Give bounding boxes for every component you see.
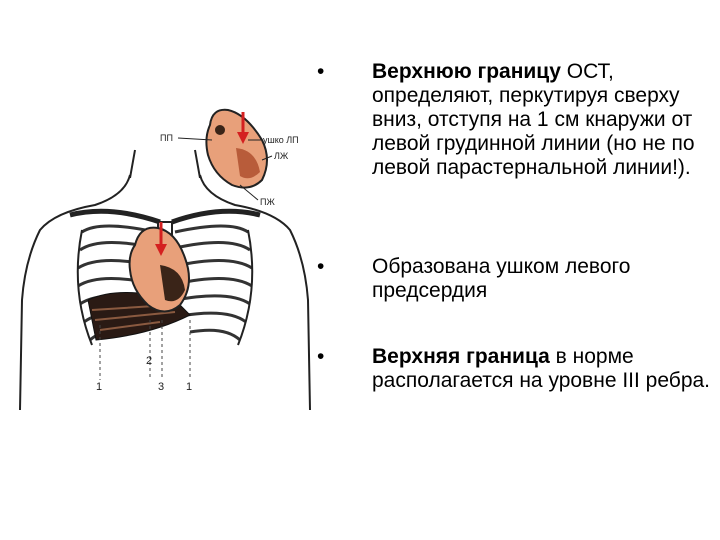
bullet-dot: • (317, 60, 325, 83)
bullet-1-bold: Верхнюю границу (372, 60, 561, 83)
inset-heart-detail (215, 125, 225, 135)
bullet-3-bold: Верхняя граница (372, 345, 550, 368)
line-label-3: 3 (158, 381, 165, 393)
chest-heart-illustration (0, 0, 340, 420)
bullet-item-normal-level (300, 345, 710, 393)
bullet-2-text: Образована ушком левого предсердия (372, 255, 631, 302)
label-ushko-lp: ушко ЛП (263, 135, 299, 145)
label-pzh: ПЖ (260, 197, 275, 207)
bullet-dot: • (317, 255, 325, 278)
left-clavicle (70, 211, 160, 222)
line-label-1-right: 1 (186, 381, 193, 393)
bullet-item-upper-border-method (300, 60, 710, 180)
bullet-3-text: в норме располагается на уровне III ребра. (372, 345, 711, 392)
bullet-1-text: ОСТ, определяют, перкутируя сверху вниз, отступя на 1 см кнаружи от левой грудинной линии (но не по левой парастернальной линии!). (372, 60, 695, 179)
line-label-2: 2 (146, 355, 153, 367)
right-clavicle (172, 211, 260, 222)
bullet-dot: • (317, 345, 325, 368)
label-pp: ПП (160, 133, 173, 143)
neck-outline (130, 150, 200, 178)
bullet-item-formed-by (300, 255, 710, 303)
label-lzh: ЛЖ (274, 151, 289, 161)
line-label-1-left: 1 (96, 381, 103, 393)
